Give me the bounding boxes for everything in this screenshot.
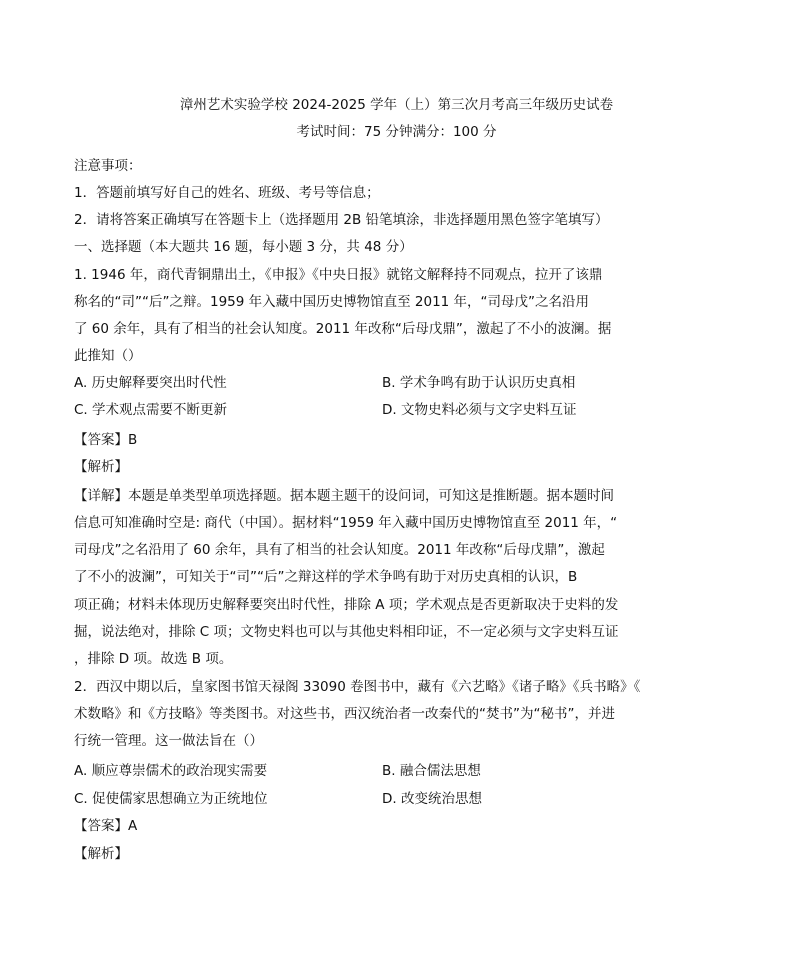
detail-line: 司母戊”之名沿用了 60 余年，具有了相当的社会认知度。2011 年改称“后母戊鼎”，激起 bbox=[74, 542, 605, 558]
analysis-label: 【解析】 bbox=[74, 459, 128, 475]
option-a: A. 顺应尊崇儒术的政治现实需要 bbox=[74, 763, 268, 779]
option-b: B. 融合儒法思想 bbox=[382, 763, 481, 779]
analysis-label: 【解析】 bbox=[74, 846, 128, 862]
notice-heading: 注意事项： bbox=[74, 158, 142, 174]
question-line: 2．西汉中期以后，皇家图书馆天禄阁 33090 卷图书中，藏有《六艺略》《诸子略》《兵书略》《 bbox=[74, 679, 641, 695]
option-b: B. 学术争鸣有助于认识历史真相 bbox=[382, 375, 576, 391]
notice-item: 2．请将答案正确填写在答题卡上（选择题用 2B 铅笔填涂，非选择题用黑色签字笔填写） bbox=[74, 212, 609, 228]
notice-item: 1．答题前填写好自己的姓名、班级、考号等信息； bbox=[74, 185, 380, 201]
detail-line: 掘，说法绝对，排除 C 项；文物史料也可以与其他史料相印证，不一定必须与文字史料互证 bbox=[74, 624, 619, 640]
option-d: D. 文物史料必须与文字史料互证 bbox=[382, 402, 577, 418]
option-c: C. 促使儒家思想确立为正统地位 bbox=[74, 791, 268, 807]
section-title: 一、选择题（本大题共 16 题，每小题 3 分，共 48 分） bbox=[74, 239, 413, 255]
answer-label: 【答案】B bbox=[74, 432, 138, 448]
question-line: 行统一管理。这一做法旨在（） bbox=[74, 733, 263, 749]
option-d: D. 改变统治思想 bbox=[382, 791, 482, 807]
question-line: 此推知（） bbox=[74, 348, 142, 364]
exam-title: 漳州艺术实验学校 2024-2025 学年（上）第三次月考高三年级历史试卷 bbox=[179, 97, 614, 113]
detail-line: ，排除 D 项。故选 B 项。 bbox=[74, 651, 233, 667]
answer-label: 【答案】A bbox=[74, 818, 138, 834]
option-a: A. 历史解释要突出时代性 bbox=[74, 375, 227, 391]
question-line: 术数略》和《方技略》等类图书。对这些书，西汉统治者一改秦代的“焚书”为“秘书”，并进 bbox=[74, 706, 615, 722]
question-line: 1. 1946 年，商代青铜鼎出土，《申报》《中央日报》就铭文解释持不同观点，拉开了该鼎 bbox=[74, 267, 603, 283]
detail-line: 项正确；材料未体现历史解释要突出时代性，排除 A 项；学术观点是否更新取决于史料的发 bbox=[74, 597, 619, 613]
option-c: C. 学术观点需要不断更新 bbox=[74, 402, 228, 418]
detail-line: 了不小的波澜”，可知关于“司”“后”之辩这样的学术争鸣有助于对历史真相的认识，B bbox=[74, 569, 578, 585]
detail-line: 信息可知准确时空是: 商代（中国）。据材料“1959 年入藏中国历史博物馆直至 2011 年，“ bbox=[74, 515, 618, 531]
detail-line: 【详解】本题是单类型单项选择题。据本题主题干的设问词，可知这是推断题。据本题时间 bbox=[74, 488, 614, 504]
question-line: 了 60 余年，具有了相当的社会认知度。2011 年改称“后母戊鼎”，激起了不小的波澜。据 bbox=[74, 321, 612, 337]
question-line: 称名的“司”“后”之辩。1959 年入藏中国历史博物馆直至 2011 年，“司母戊”之名沿用 bbox=[74, 294, 590, 310]
exam-subtitle: 考试时间：75 分钟满分：100 分 bbox=[296, 124, 497, 140]
